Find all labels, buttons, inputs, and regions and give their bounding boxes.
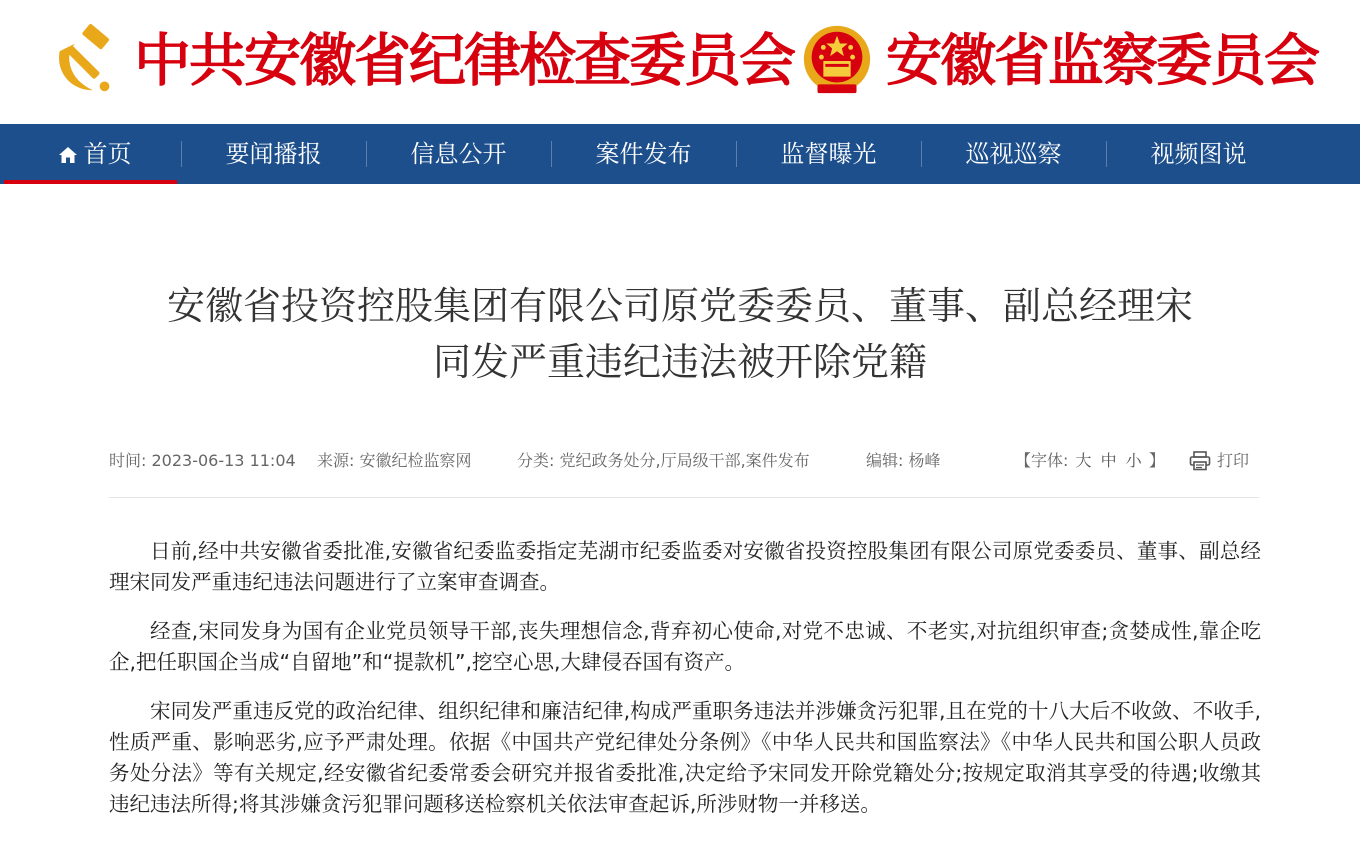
nav-item-case-release[interactable] xyxy=(551,124,736,184)
article-title-line: 同发严重违纪违法被开除党籍 xyxy=(432,340,927,384)
article-title xyxy=(100,278,1260,390)
nav-item-news[interactable] xyxy=(181,124,366,184)
nav-label: 首页 xyxy=(83,140,132,168)
article-paragraph: 日前,经中共安徽省委批准,安徽省纪委监委指定芜湖市纪委监委对安徽省投资控股集团有限公司原党委委员、董事、副总经理宋同发严重违纪违法问题进行了立案审查调查。 xyxy=(109,539,1261,594)
meta-divider xyxy=(109,497,1259,498)
article-paragraph: 宋同发严重违反党的政治纪律、组织纪律和廉洁纪律,构成严重职务违法并涉嫌贪污犯罪,且在党的十八大后不收敛、不收手,性质严重、影响恶劣,应予严肃处理。依据《中国共产党纪律处分条例》《中华人民共和国监察法》《中华人民共和国公职人员政务处分法》等有关规定,经安徽省纪委常委会研究并报省委批准,决定给予宋同发开除党籍处分;按规定取消其享受的待遇;收缴其违纪违法所得;将其涉嫌贪污犯罪问题移送检察机关依法审查起诉,所涉财物一并移送。 xyxy=(109,699,1261,816)
nav-item-supervision-exposure[interactable] xyxy=(736,124,921,184)
party-emblem-icon xyxy=(46,20,124,102)
nav-label: 案件发布 xyxy=(595,140,692,168)
meta-time: 时间: 2023-06-13 11:04 xyxy=(109,451,296,470)
main-nav xyxy=(0,124,1360,184)
nav-item-info-disclosure[interactable] xyxy=(366,124,551,184)
nav-label: 要闻播报 xyxy=(225,140,322,168)
article-body xyxy=(109,536,1261,838)
nav-label: 巡视巡察 xyxy=(965,140,1062,168)
nav-item-video[interactable] xyxy=(1106,124,1291,184)
nav-item-inspection[interactable] xyxy=(921,124,1106,184)
national-emblem-icon xyxy=(798,20,876,102)
meta-source: 来源: 安徽纪检监察网 xyxy=(317,451,472,470)
font-size-controls: 【字体: 大 中 小 】 xyxy=(1015,451,1165,470)
article-paragraph: 经查,宋同发身为国有企业党员领导干部,丧失理想信念,背弃初心使命,对党不忠诚、不老实,对抗组织审查;贪婪成性,靠企吃企,把任职国企当成“自留地”和“提款机”,挖空心思,大肆侵吞国有资产。 xyxy=(109,619,1261,674)
article-meta xyxy=(109,448,1259,474)
meta-editor: 编辑: 杨峰 xyxy=(866,451,941,470)
right-site-title: 安徽省监察委员会 xyxy=(886,28,1318,94)
article-title-line: 安徽省投资控股集团有限公司原党委委员、董事、副总经理宋 xyxy=(166,284,1193,328)
brand-right[interactable] xyxy=(798,16,1318,106)
left-site-title: 中共安徽省纪律检查委员会 xyxy=(134,27,794,94)
nav-label: 监督曝光 xyxy=(780,140,877,168)
font-size-medium[interactable]: 中 xyxy=(1100,451,1117,470)
nav-label: 视频图说 xyxy=(1150,140,1247,168)
nav-label: 信息公开 xyxy=(410,140,507,168)
meta-category: 分类: 党纪政务处分,厅局级干部,案件发布 xyxy=(517,451,810,470)
print-label: 打印 xyxy=(1217,451,1250,470)
home-icon xyxy=(58,146,78,164)
printer-icon xyxy=(1189,451,1211,471)
site-header xyxy=(0,0,1360,124)
font-size-small[interactable]: 小 xyxy=(1125,451,1142,470)
nav-item-home[interactable] xyxy=(2,124,187,184)
font-size-large[interactable]: 大 xyxy=(1075,451,1092,470)
print-button[interactable] xyxy=(1189,448,1249,474)
brand-left[interactable] xyxy=(46,16,794,106)
